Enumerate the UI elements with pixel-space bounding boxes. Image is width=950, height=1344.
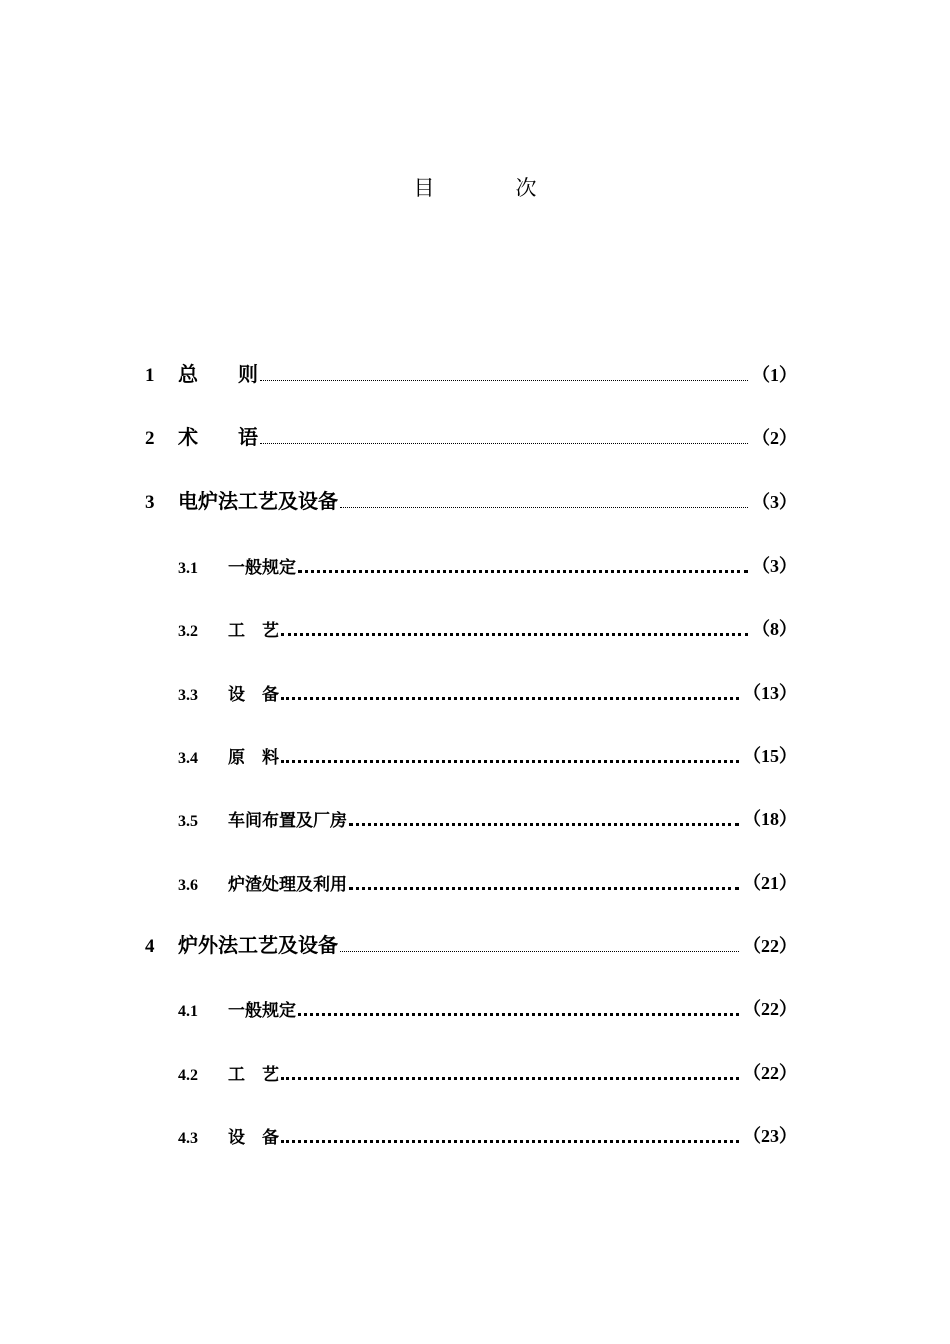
dot-leader bbox=[349, 823, 739, 826]
toc-entry-page: （22） bbox=[743, 1063, 797, 1083]
toc-entry-number: 3.3 bbox=[178, 687, 198, 704]
toc-entry-number: 3.6 bbox=[178, 877, 198, 894]
toc-entry-4-2[interactable] bbox=[178, 1055, 797, 1085]
toc-entry-3-4[interactable] bbox=[178, 738, 797, 768]
toc-entry-number: 2 bbox=[145, 428, 155, 449]
toc-entry-page: （23） bbox=[743, 1126, 797, 1146]
toc-entry-label: 炉渣处理及利用 bbox=[228, 875, 347, 895]
toc-entry-page: （21） bbox=[743, 873, 797, 893]
toc-entry-number: 4.1 bbox=[178, 1003, 198, 1020]
dot-leader bbox=[340, 951, 739, 952]
dot-leader bbox=[349, 887, 739, 890]
toc-entry-3[interactable] bbox=[145, 484, 797, 514]
toc-entry-page: （22） bbox=[743, 936, 797, 956]
toc-entry-label: 一般规定 bbox=[228, 558, 296, 578]
toc-entry-page: （18） bbox=[743, 809, 797, 829]
toc-entry-number: 1 bbox=[145, 365, 155, 386]
toc-entry-3-3[interactable] bbox=[178, 675, 797, 705]
toc-entry-3-5[interactable] bbox=[178, 801, 797, 831]
toc-entry-3-2[interactable] bbox=[178, 611, 797, 641]
toc-entry-3-6[interactable] bbox=[178, 865, 797, 895]
toc-entry-label: 总 则 bbox=[178, 362, 258, 386]
toc-entry-label: 一般规定 bbox=[228, 1001, 296, 1021]
toc-entry-4[interactable] bbox=[145, 928, 797, 958]
dot-leader bbox=[281, 1077, 739, 1080]
toc-entry-3-1[interactable] bbox=[178, 548, 797, 578]
dot-leader bbox=[340, 507, 748, 508]
toc-entry-label: 工 艺 bbox=[228, 621, 279, 641]
toc-entry-number: 4.3 bbox=[178, 1130, 198, 1147]
toc-entry-label: 工 艺 bbox=[228, 1065, 279, 1085]
dot-leader bbox=[260, 380, 748, 381]
toc-entry-number: 3.4 bbox=[178, 750, 198, 767]
toc-entry-label: 设 备 bbox=[228, 1128, 279, 1148]
toc-entry-2[interactable] bbox=[145, 420, 797, 450]
toc-entry-label: 术 语 bbox=[178, 425, 258, 449]
toc-entry-4-1[interactable] bbox=[178, 991, 797, 1021]
toc-entry-number: 4.2 bbox=[178, 1067, 198, 1084]
toc-entry-number: 3.1 bbox=[178, 560, 198, 577]
toc-entry-page: （3） bbox=[752, 556, 797, 576]
toc-entry-label: 炉外法工艺及设备 bbox=[178, 933, 338, 957]
toc-entry-4-3[interactable] bbox=[178, 1118, 797, 1148]
dot-leader bbox=[298, 570, 748, 573]
dot-leader bbox=[298, 1013, 739, 1016]
toc-entry-page: （13） bbox=[743, 683, 797, 703]
toc-entry-label: 设 备 bbox=[228, 685, 279, 705]
toc-entry-page: （3） bbox=[752, 492, 797, 512]
toc-entry-label: 电炉法工艺及设备 bbox=[178, 489, 338, 513]
toc-entry-number: 4 bbox=[145, 936, 155, 957]
toc-entry-label: 车间布置及厂房 bbox=[228, 811, 347, 831]
page-title: 目 次 bbox=[413, 176, 567, 200]
dot-leader bbox=[281, 697, 739, 700]
toc-entry-page: （22） bbox=[743, 999, 797, 1019]
toc-entry-number: 3.5 bbox=[178, 813, 198, 830]
toc-entry-label: 原 料 bbox=[228, 748, 279, 768]
toc-entry-page: （2） bbox=[752, 428, 797, 448]
dot-leader bbox=[281, 1140, 739, 1143]
toc-entry-number: 3 bbox=[145, 492, 155, 513]
toc-entry-page: （15） bbox=[743, 746, 797, 766]
toc-entry-1[interactable] bbox=[145, 357, 797, 387]
dot-leader bbox=[281, 633, 748, 636]
toc-entry-number: 3.2 bbox=[178, 623, 198, 640]
toc-entry-page: （8） bbox=[752, 619, 797, 639]
dot-leader bbox=[281, 760, 739, 763]
toc-entry-page: （1） bbox=[752, 365, 797, 385]
dot-leader bbox=[260, 443, 748, 444]
